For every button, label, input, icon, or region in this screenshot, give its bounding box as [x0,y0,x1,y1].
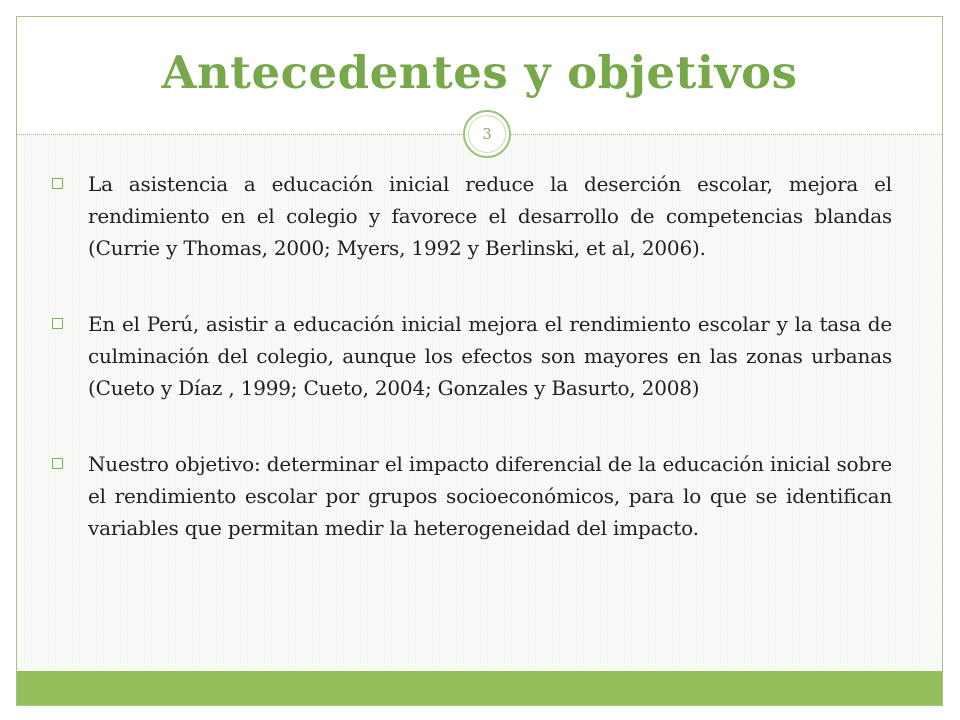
square-bullet-icon [52,458,63,469]
bullet-list [52,168,892,544]
bullet-text: La asistencia a educación inicial reduce la deserción escolar, mejora el rendimiento en el colegio y favorece el desarrollo de competencias blandas (Currie y Thomas, 2000; Myers, 1992 y Berlinski, et al, 2006). [88,172,892,260]
bullet-text: En el Perú, asistir a educación inicial mejora el rendimiento escolar y la tasa de culminación del colegio, aunque los efectos son mayores en las zonas urbanas (Cueto y Díaz , 1999; Cueto, 2004; Gonzales y Basurto, 2008) [88,312,892,400]
bullet-text: Nuestro objetivo: determinar el impacto diferencial de la educación inicial sobre el rendimiento escolar por grupos socioeconómicos, para lo que se identifican variables que permitan medir la heterogeneidad del impacto. [88,452,892,540]
bullet-item [52,448,892,544]
page-number: 3 [482,125,492,143]
footer-bar [17,671,942,705]
bullet-item [52,168,892,264]
square-bullet-icon [52,178,63,189]
slide-title: Antecedentes y objetivos [161,46,798,99]
square-bullet-icon [52,318,63,329]
page-number-badge [463,110,511,158]
bullet-item [52,308,892,404]
